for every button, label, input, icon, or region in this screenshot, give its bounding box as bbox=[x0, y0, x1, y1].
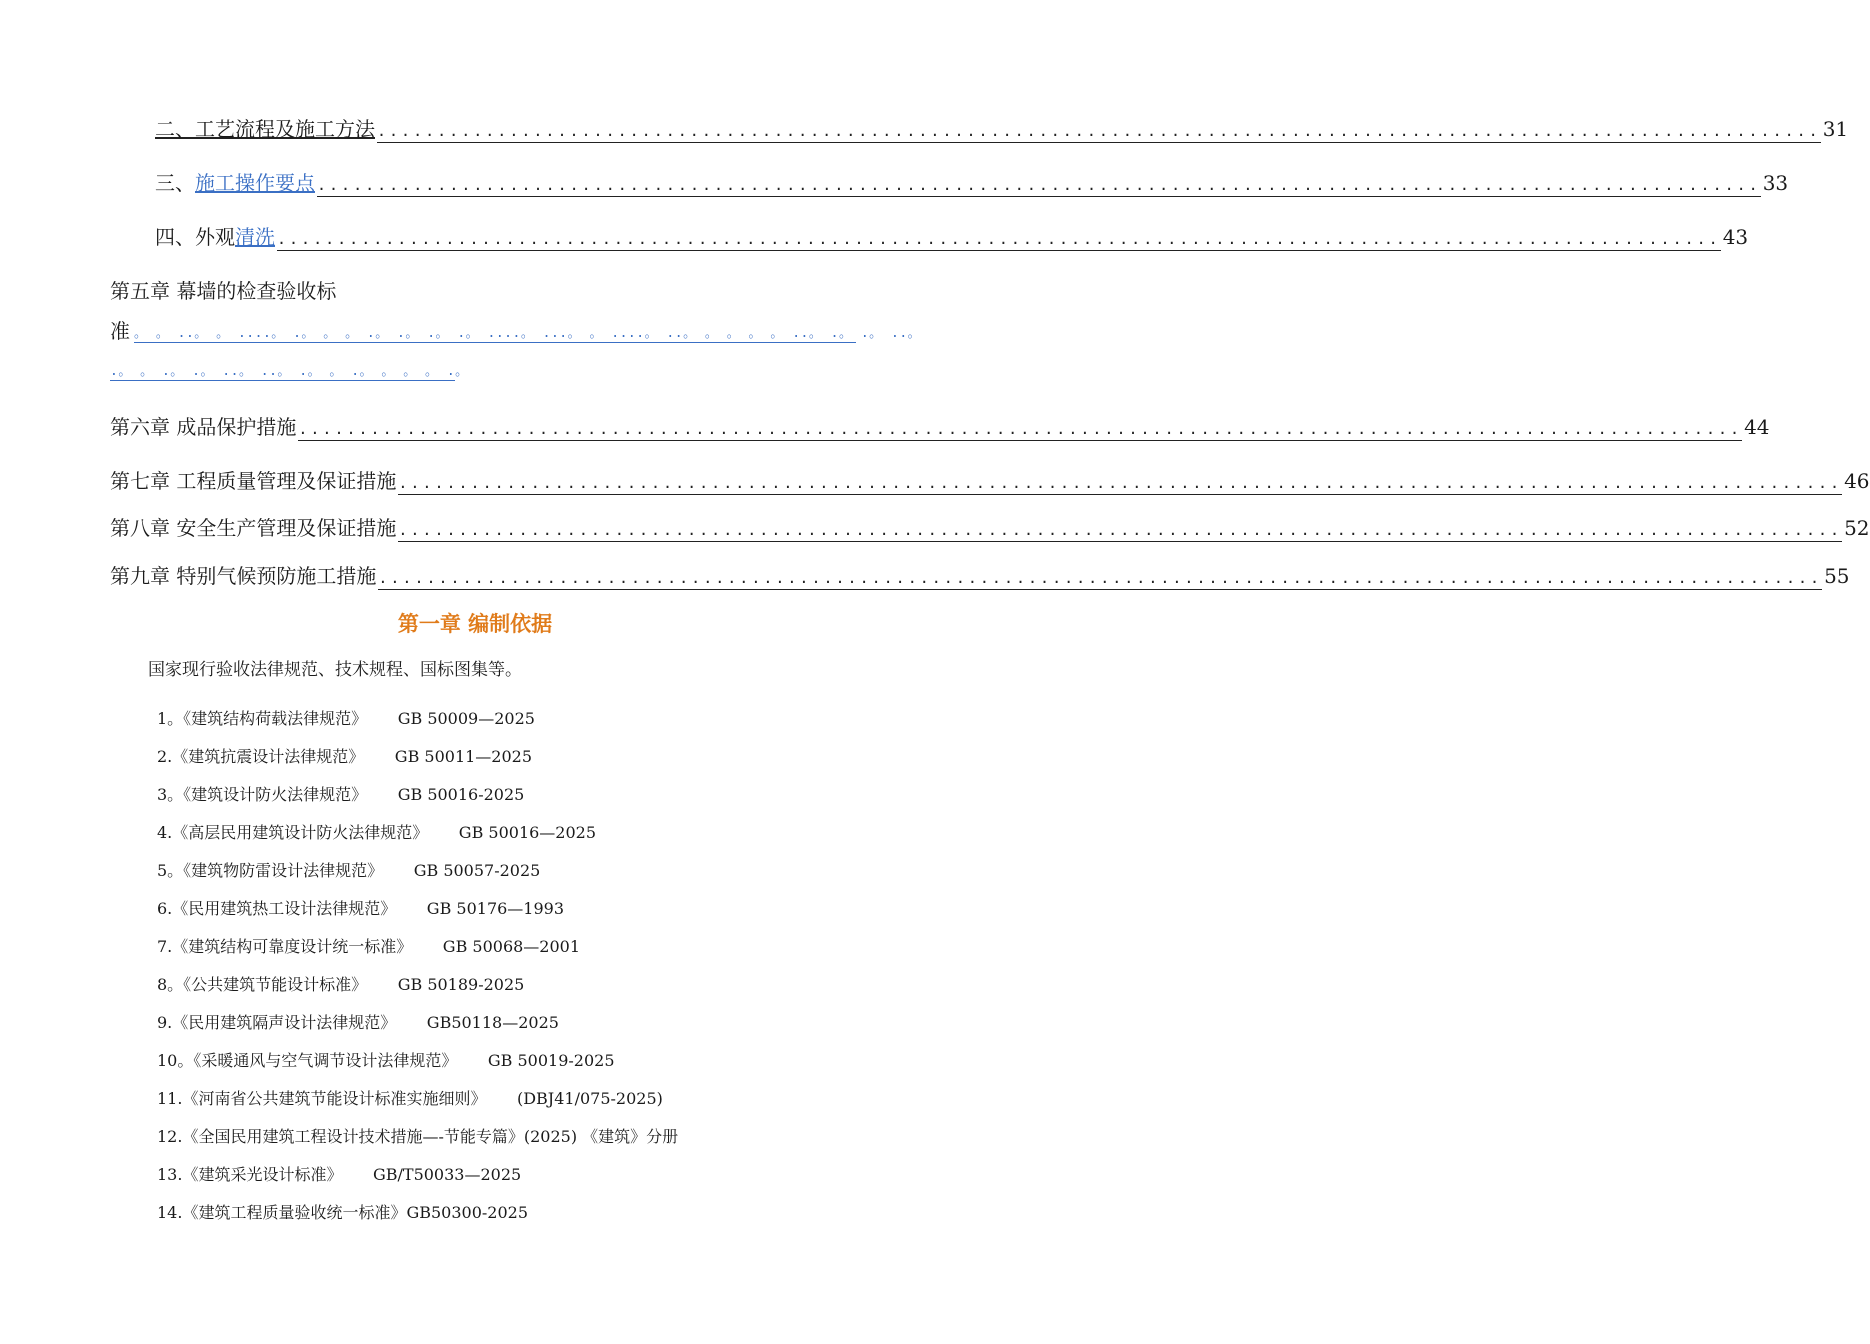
reference-item: 4.《高层民用建筑设计防火法律规范》 GB 50016—2025 bbox=[157, 823, 597, 842]
reference-list bbox=[157, 704, 678, 1236]
reference-item: 8。《公共建筑节能设计标准》 GB 50189-2025 bbox=[157, 975, 525, 994]
reference-item: 7.《建筑结构可靠度设计统一标准》 GB 50068—2001 bbox=[157, 937, 581, 956]
reference-item: 11.《河南省公共建筑节能设计标准实施细则》 (DBJ41/075-2025) bbox=[157, 1089, 663, 1108]
toc-page: 55 bbox=[1824, 564, 1850, 588]
toc-entry[interactable] bbox=[155, 114, 1849, 144]
toc-leader: ........................................................................................................................ bbox=[378, 567, 1822, 590]
toc-entry[interactable] bbox=[110, 561, 1850, 591]
toc-label: 二、工艺流程及施工方法 bbox=[155, 117, 375, 141]
toc-page: 31 bbox=[1822, 117, 1849, 141]
toc-page: 33 bbox=[1762, 171, 1789, 195]
toc-entry[interactable] bbox=[155, 222, 1749, 252]
chapter-title: 第一章 编制依据 bbox=[397, 612, 553, 636]
toc-label: 第八章 安全生产管理及保证措施 bbox=[110, 516, 397, 540]
toc-entry[interactable] bbox=[110, 466, 1870, 496]
reference-item: 2.《建筑抗震设计法律规范》 GB 50011—2025 bbox=[157, 747, 533, 766]
toc-label: 第九章 特别气候预防施工措施 bbox=[110, 564, 377, 588]
toc-page: 44 bbox=[1744, 415, 1770, 439]
toc-leader: ........................................................................................................................ bbox=[298, 418, 1742, 441]
toc-leader: ........................................................................................................................ bbox=[398, 519, 1842, 542]
toc-leader: ........................................................................................................................ bbox=[377, 120, 1821, 143]
toc-label: 第六章 成品保护措施 bbox=[110, 415, 297, 439]
toc-link[interactable]: 清洗 bbox=[235, 225, 275, 249]
reference-item: 6.《民用建筑热工设计法律规范》 GB 50176—1993 bbox=[157, 899, 565, 918]
toc-circle-leader[interactable]: 。 。 ..。 。 ....。 .。 。 。 .。 .。 .。 .。 ....。 ...。 。 ....。 ..。 。 。 。 。 ..。 .。 .。 ..。 bbox=[134, 326, 922, 341]
toc-label-prefix: 四、外观 bbox=[155, 225, 235, 249]
reference-item: 10。《采暖通风与空气调节设计法律规范》 GB 50019-2025 bbox=[157, 1051, 615, 1070]
reference-item: 3。《建筑设计防火法律规范》 GB 50016-2025 bbox=[157, 785, 525, 804]
reference-item: 5。《建筑物防雷设计法律规范》 GB 50057-2025 bbox=[157, 861, 541, 880]
toc-leader: ........................................................................................................................ bbox=[317, 174, 1761, 197]
toc-entry[interactable] bbox=[110, 513, 1870, 543]
toc-label-prefix: 三、 bbox=[155, 171, 195, 195]
toc-entry[interactable] bbox=[110, 412, 1770, 442]
toc-entry-chapter5-tail bbox=[110, 316, 136, 346]
reference-item: 9.《民用建筑隔声设计法律规范》 GB50118—2025 bbox=[157, 1013, 559, 1032]
reference-item: 1。《建筑结构荷载法律规范》 GB 50009—2025 bbox=[157, 709, 535, 728]
toc-label-tail: 准 bbox=[110, 319, 130, 343]
toc-label: 第七章 工程质量管理及保证措施 bbox=[110, 469, 397, 493]
reference-item: 13.《建筑采光设计标准》 GB/T50033—2025 bbox=[157, 1165, 522, 1184]
toc-entry-chapter5[interactable] bbox=[110, 276, 858, 306]
toc-leader: ........................................................................................................................ bbox=[277, 228, 1721, 251]
toc-page: 46 bbox=[1844, 469, 1870, 493]
intro-paragraph: 国家现行验收法律规范、技术规程、国标图集等。 bbox=[148, 660, 522, 680]
toc-link[interactable]: 施工操作要点 bbox=[195, 171, 315, 195]
toc-label: 第五章 幕墙的检查验收标 bbox=[110, 279, 337, 303]
toc-entry[interactable] bbox=[155, 168, 1789, 198]
toc-page: 52 bbox=[1844, 516, 1870, 540]
toc-circle-leader[interactable]: .。 。 .。 .。 ..。 ..。 .。 。 .。 。 。 。 .。 bbox=[110, 364, 469, 379]
toc-leader: ........................................................................................................................ bbox=[398, 472, 1842, 495]
reference-item: 14.《建筑工程质量验收统一标准》GB50300-2025 bbox=[157, 1203, 529, 1222]
toc-page: 43 bbox=[1722, 225, 1749, 249]
reference-item: 12.《全国民用建筑工程设计技术措施—-节能专篇》(2025) 《建筑》分册 bbox=[157, 1127, 679, 1146]
